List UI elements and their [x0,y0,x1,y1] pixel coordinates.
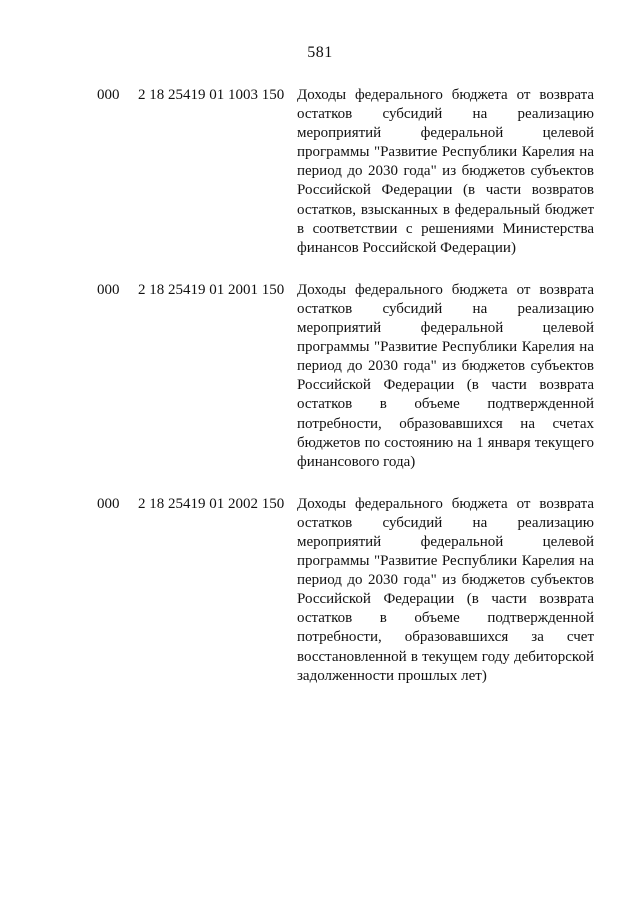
income-description: Доходы федерального бюджета от возврата остатков субсидий на реализацию мероприятий федеральной целевой программы "Развитие Республики Карелия на период до 2030 года" из бюджетов субъектов Российской Федерации (в части возврата остатков в объеме подтвержденной потребности, образовавшихся на счетах бюджетов по состоянию на 1 января текущего финансового года) [297,281,594,470]
income-classification-code: 2 18 25419 01 2002 150 [138,495,285,512]
table-row [0,86,640,258]
admin-code: 000 [97,281,120,298]
income-description: Доходы федерального бюджета от возврата остатков субсидий на реализацию мероприятий федеральной целевой программы "Развитие Республики Карелия на период до 2030 года" из бюджетов субъектов Российской Федерации (в части возвратов остатков, взысканных в федеральный бюджет в соответствии с решениями Министерства финансов Российской Федерации) [297,87,594,256]
table-row [0,495,640,686]
income-description: Доходы федерального бюджета от возврата остатков субсидий на реализацию мероприятий федеральной целевой программы "Развитие Республики Карелия на период до 2030 года" из бюджетов субъектов Российской Федерации (в части возврата остатков в объеме подтвержденной потребности, образовавшихся за счет восстановленной в текущем году дебиторской задолженности прошлых лет) [297,495,594,684]
income-classification-code: 2 18 25419 01 1003 150 [138,87,285,103]
admin-code: 000 [97,495,120,512]
admin-code: 000 [97,87,120,103]
income-code-table [0,86,640,709]
table-row [0,281,640,472]
page-number: 581 [307,44,333,61]
income-classification-code: 2 18 25419 01 2001 150 [138,281,285,298]
